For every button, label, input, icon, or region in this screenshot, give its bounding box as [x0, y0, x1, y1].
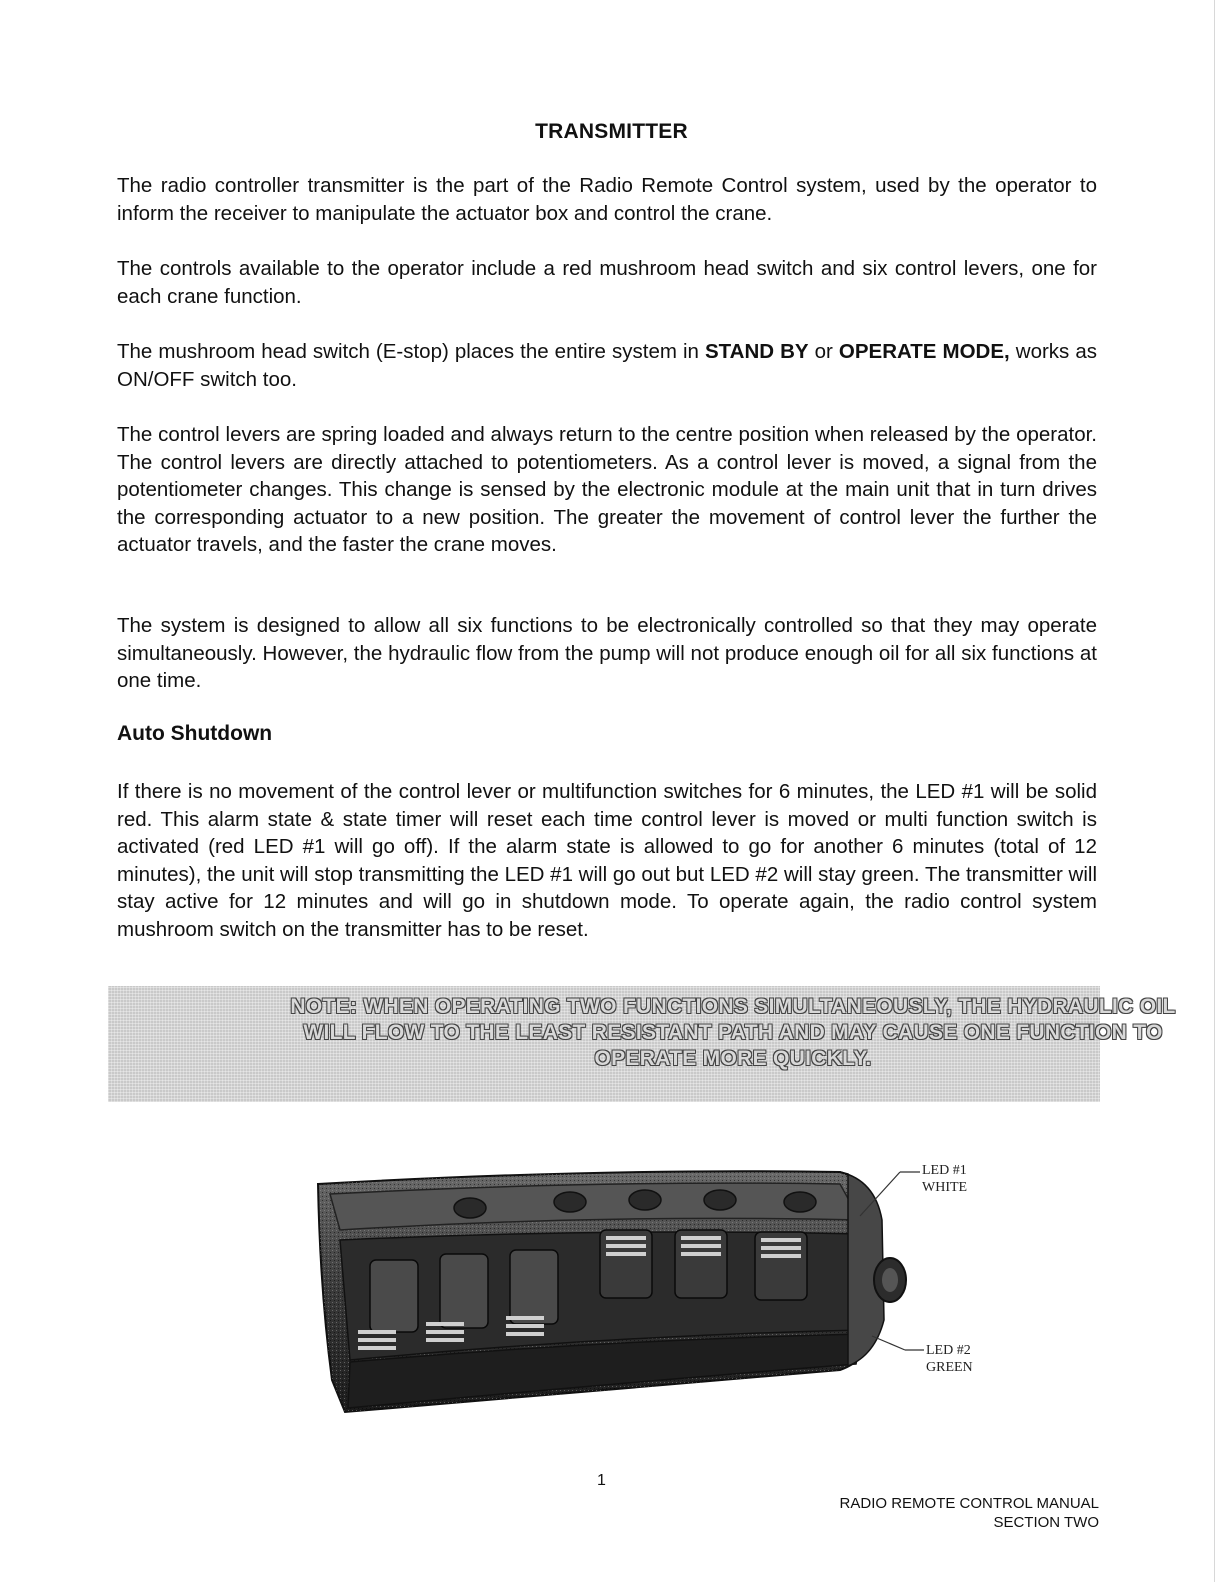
transmitter-illustration: [300, 1150, 1020, 1420]
paragraph-mushroom-switch: [117, 338, 1097, 393]
operate-mode-label: OPERATE MODE,: [838, 340, 1010, 363]
led1-callout: [922, 1162, 967, 1196]
led1-label: LED #1: [922, 1163, 967, 1178]
led2-color: GREEN: [926, 1360, 973, 1375]
mushroom-text-e: works as ON/OFF switch too.: [117, 340, 1098, 391]
led2-label: LED #2: [926, 1343, 971, 1358]
paragraph-transmitter-intro: The radio controller transmitter is the part of the Radio Remote Control system, used by the operator to inform the receiver to manipulate the actuator box and control the crane.: [117, 174, 1097, 225]
page-footer: [840, 1494, 1099, 1532]
note-box: [108, 986, 1176, 1102]
mushroom-text-a: The mushroom head switch (E-stop) places the entire system in: [117, 340, 705, 363]
page-number: 1: [597, 1472, 606, 1489]
paragraph-control-levers: The control levers are spring loaded and always return to the centre position when released by the operator. The control levers are directly attached to potentiometers. As a control lever is moved, a signal from the potentiometer changes. This change is sensed by the electronic module at the main unit that in turn drives the corresponding actuator to a new position. The greater the movement of control lever the further the actuator travels, and the faster the crane moves.: [117, 423, 1097, 556]
note-text: NOTE: WHEN OPERATING TWO FUNCTIONS SIMULTANEOUSLY, THE HYDRAULIC OIL WILL FLOW TO THE LEAST RESISTANT PATH AND MAY CAUSE ONE FUNCTION TO OPERATE MORE QUICKLY.: [290, 995, 1176, 1070]
subheading-auto-shutdown: Auto Shutdown: [117, 722, 273, 745]
led2-callout: [926, 1342, 973, 1376]
paragraph-simultaneous: The system is designed to allow all six functions to be electronically controlled so that they may operate simultaneously. However, the hydraulic flow from the pump will not produce enough oil for all six functions at one time.: [117, 614, 1097, 692]
led1-color: WHITE: [922, 1180, 968, 1195]
footer-manual-title: RADIO REMOTE CONTROL MANUAL: [839, 1495, 1099, 1512]
page-title: TRANSMITTER: [535, 120, 688, 143]
standby-mode-label: STAND BY: [704, 340, 809, 363]
paragraph-auto-shutdown: If there is no movement of the control lever or multifunction switches for 6 minutes, the LED #1 will be solid red. This alarm state & state timer will reset each time control lever is moved or multi function switch is activated (red LED #1 will go off). If the alarm state is allowed to go for another 6 minutes (total of 12 minutes), the unit will stop transmitting the LED #1 will go out but LED #2 will stay green. The transmitter will stay active for 12 minutes and will go in shutdown mode. To operate again, the radio control system mushroom switch on the transmitter has to be reset.: [117, 780, 1097, 941]
scan-edge-line: [1214, 0, 1215, 1582]
paragraph-controls: The controls available to the operator include a red mushroom head switch and six control levers, one for each crane function.: [117, 257, 1097, 308]
transmitter-figure: [300, 1150, 1020, 1420]
mushroom-text-c: or: [808, 340, 839, 363]
footer-section: SECTION TWO: [993, 1514, 1099, 1531]
